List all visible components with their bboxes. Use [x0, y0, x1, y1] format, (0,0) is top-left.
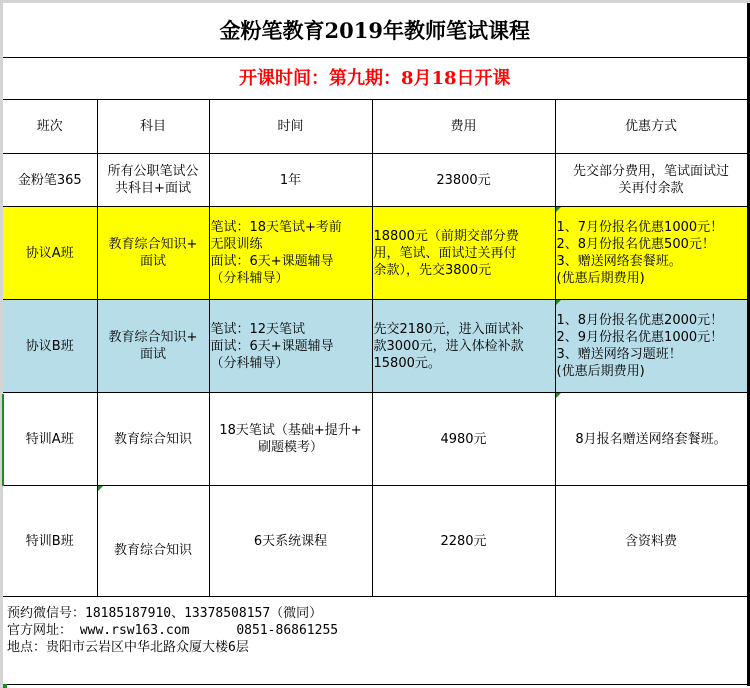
cell-line: 教育综合知识	[113, 542, 192, 558]
course-table	[3, 3, 748, 597]
cell-class-name[interactable]: 协议A班	[3, 207, 97, 300]
cell-line: 面试：6天+课题辅导	[210, 254, 334, 269]
cell-subject[interactable]	[97, 154, 209, 207]
header-class[interactable]: 班次	[3, 100, 97, 154]
cell-line: 关再付余款	[618, 181, 684, 196]
cell-line: 教育综合知识+	[108, 330, 198, 345]
cell-line: 2、8月份报名优惠500元！	[556, 237, 715, 252]
cell-line: 3、赠送网络套餐班。	[556, 254, 682, 269]
cell-line: 面试：6天+课题辅导	[210, 338, 334, 354]
cell-discount[interactable]	[555, 207, 747, 300]
cell-time[interactable]	[209, 154, 372, 207]
cell-line: 共科目+面试	[115, 181, 191, 196]
cell-discount[interactable]	[555, 154, 747, 207]
cell-line: 笔试：18天笔试+考前	[210, 220, 342, 235]
page-title[interactable]: 金粉笔教育2019年教师笔试课程	[3, 3, 747, 58]
cell-line: 笔试：12天笔试	[210, 321, 306, 337]
cell-line: 刷题模考）	[257, 440, 323, 455]
cell-selection-indicator	[2, 394, 4, 486]
table-header-row	[3, 100, 747, 154]
cell-class-name[interactable]: 特训A班	[3, 393, 97, 486]
cell-line: 所有公职笔试公	[107, 164, 199, 179]
header-time[interactable]: 时间	[209, 100, 372, 154]
cell-subject[interactable]	[97, 393, 209, 486]
cell-line: 15800元。	[373, 355, 441, 371]
start-date-banner[interactable]: 开课时间：第九期：8月18日开课	[3, 58, 747, 100]
cell-line: 23800元	[436, 172, 491, 188]
cell-subject[interactable]	[97, 207, 209, 300]
cell-class-name[interactable]: 协议B班	[3, 300, 97, 393]
cell-line: （分科辅导）	[210, 355, 289, 371]
cell-line: 教育综合知识+	[108, 237, 198, 252]
cell-line: 2、9月份报名优惠1000元！	[556, 330, 724, 345]
website-contact: 官方网址： www.rsw163.com 0851-86861255	[7, 623, 339, 638]
cell-line: 1、8月份报名优惠2000元！	[556, 313, 724, 328]
address-contact: 地点：贵阳市云岩区中华北路众厦大楼6层	[7, 640, 249, 655]
cell-line: 先交2180元，进入面试补	[373, 321, 524, 337]
cell-time[interactable]	[209, 393, 372, 486]
cell-time[interactable]	[209, 300, 372, 393]
cell-discount[interactable]	[555, 393, 747, 486]
fill-handle[interactable]	[3, 684, 7, 688]
table-row	[3, 154, 747, 207]
cell-line: 无限训练	[210, 237, 263, 252]
cell-line: 面试	[139, 254, 166, 269]
cell-line: (优惠后期费用)	[556, 271, 645, 286]
cell-discount[interactable]	[555, 300, 747, 393]
table-row	[3, 393, 747, 486]
cell-line: 面试	[139, 347, 166, 362]
header-subject[interactable]: 科目	[97, 100, 209, 154]
header-discount[interactable]: 优惠方式	[555, 100, 747, 154]
cell-class-name[interactable]: 特训B班	[3, 486, 97, 597]
table-row	[3, 300, 747, 393]
cell-line: 18800元（前期交部分费	[373, 228, 519, 244]
cell-line: 含资料费	[625, 533, 678, 549]
cell-line: 1、7月份报名优惠1000元！	[556, 220, 724, 235]
cell-line: 1年	[279, 172, 302, 188]
wechat-contact: 预约微信号：18185187910、13378508157（微同）	[7, 606, 323, 621]
cell-line: 用，笔试、面试过关再付	[373, 245, 517, 261]
contact-footer[interactable]	[3, 579, 747, 685]
cell-line: 2280元	[440, 533, 487, 549]
cell-class-name[interactable]: 金粉笔365	[3, 154, 97, 207]
cell-fee[interactable]	[372, 300, 555, 393]
cell-line: 8月报名赠送网络套餐班。	[575, 431, 727, 447]
header-fee[interactable]: 费用	[372, 100, 555, 154]
cell-line: 先交部分费用，笔试面试过	[573, 164, 730, 179]
cell-time[interactable]	[209, 207, 372, 300]
cell-line: （分科辅导）	[210, 271, 289, 286]
cell-fee[interactable]	[372, 154, 555, 207]
cell-line: 18天笔试（基础+提升+	[219, 423, 362, 438]
cell-fee[interactable]	[372, 393, 555, 486]
cell-subject[interactable]	[97, 300, 209, 393]
cell-line: 余款），先交3800元	[373, 262, 492, 278]
cell-line: 6天系统课程	[253, 533, 328, 549]
cell-line: 款3000元，进入体检补款	[373, 338, 524, 354]
cell-fee[interactable]	[372, 207, 555, 300]
cell-line: 3、赠送网络习题班！	[556, 347, 682, 362]
cell-line: (优惠后期费用)	[556, 364, 645, 379]
table-row	[3, 207, 747, 300]
cell-line: 4980元	[440, 431, 487, 447]
cell-line: 教育综合知识	[113, 431, 192, 447]
